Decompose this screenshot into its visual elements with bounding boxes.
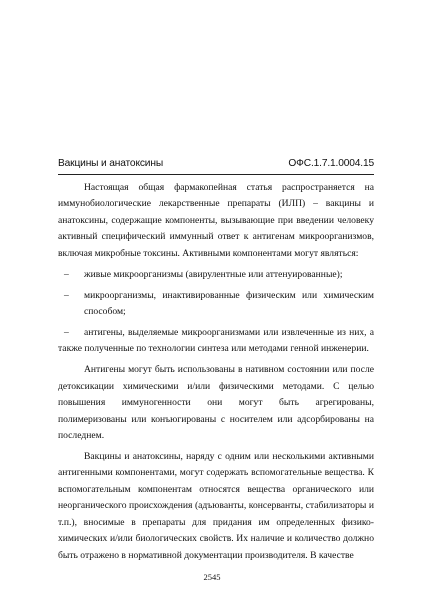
list-dash: – — [64, 268, 69, 280]
document-body — [58, 180, 374, 569]
list-dash: – — [64, 289, 69, 301]
page-number: 2545 — [203, 572, 221, 582]
document-title: Вакцины и анатоксины — [58, 158, 163, 169]
paragraph-excipients: Вакцины и анатоксины, наряду с одним или несколькими активными антигенными компонентами, могут содержать вспомогательные вещества. К вспомогательным компонентам относятся вещества органического или неорганического происхождения (адъюванты, консерванты, стабилизаторы и т.п.), вносимые в препараты для придания им определенных физико-химических и/или биологических свойств. Их наличие и количество должно быть отражено в нормативной документации производителя. В качестве — [58, 451, 374, 561]
list-item-text: живые микроорганизмы (авирулентные или аттенуированные); — [84, 268, 343, 280]
header-divider — [58, 174, 374, 175]
list-item — [58, 288, 374, 321]
running-header — [58, 158, 374, 169]
list-item-text: микроорганизмы, инактивированные физическим или химическим способом; — [84, 289, 374, 318]
list-item-text: антигены, выделяемые микроорганизмами или извлеченные из них, а также полученные по технологии синтеза или методами генной инженерии. — [58, 327, 374, 355]
paragraph-antigens: Антигены могут быть использованы в нативном состоянии или после детоксикации химическими и/или физическими методами. С целью повышения иммуногенности они могут быть агрегированы, полимеризованы или конъюгированы с носителем или адсорбированы на последнем. — [58, 364, 374, 442]
paragraph-intro: Настоящая общая фармакопейная статья распространяется на иммунобиологические лекарственные препараты (ИЛП) – вакцины и анатоксины, содержащие компоненты, вызывающие при введении человеку активный специфический иммунный ответ к антигенам микроорганизмов, включая микробные токсины. Активными компонентами могут являться: — [58, 182, 374, 259]
list-item — [58, 267, 374, 283]
list-item — [58, 325, 374, 358]
document-code: ОФС.1.7.1.0004.15 — [288, 158, 374, 169]
list-dash: – — [64, 327, 69, 339]
